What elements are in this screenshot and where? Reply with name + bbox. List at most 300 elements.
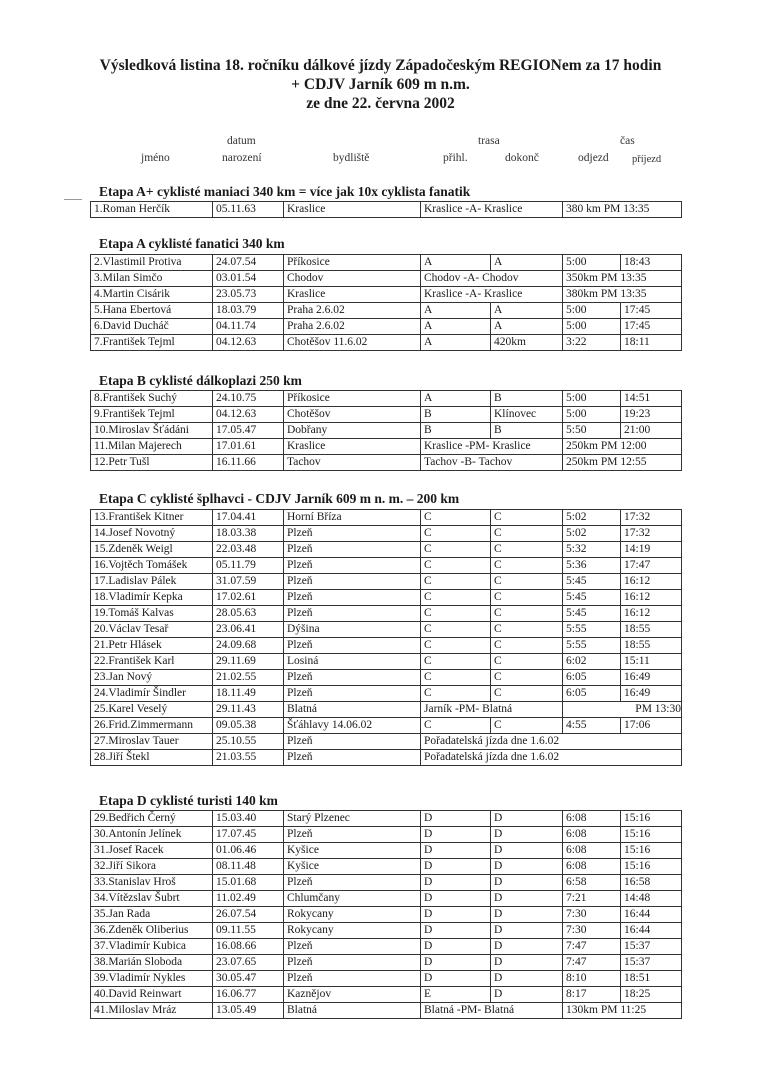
cell-born: 17.07.45 — [213, 827, 284, 843]
cell-finish: D — [491, 971, 563, 987]
cell-result: 250km PM 12:00 — [563, 439, 682, 455]
cell-born: 25.10.55 — [213, 734, 284, 750]
cell-name: 5.Hana Ebertová — [91, 303, 213, 319]
table-row — [91, 526, 682, 542]
cell-start: C — [421, 718, 491, 734]
cell-town: Plzeň — [284, 590, 421, 606]
cell-born: 26.07.54 — [213, 907, 284, 923]
cell-born: 16.08.66 — [213, 939, 284, 955]
table-row — [91, 1003, 682, 1019]
cell-town: Plzeň — [284, 606, 421, 622]
cell-start: C — [421, 638, 491, 654]
cell-finish: D — [491, 891, 563, 907]
table-row — [91, 271, 682, 287]
cell-result: 380 km PM 13:35 — [563, 202, 682, 218]
table-row — [91, 202, 682, 218]
cell-town: Kraslice — [284, 287, 421, 303]
cell-arrival: 18:55 — [621, 638, 682, 654]
cell-departure: 6:08 — [563, 827, 621, 843]
section-title: Etapa C cyklisté šplhavci - CDJV Jarník 609 m n. m. – 200 km — [99, 491, 460, 506]
cell-town: Kyšice — [284, 843, 421, 859]
results-table — [90, 254, 682, 351]
cell-town: Starý Plzenec — [284, 811, 421, 827]
cell-town: Plzeň — [284, 939, 421, 955]
cell-finish: C — [491, 638, 563, 654]
table-row — [91, 923, 682, 939]
cell-town: Chotěšov — [284, 407, 421, 423]
cell-start: D — [421, 923, 491, 939]
cell-name: 24.Vladimír Šindler — [91, 686, 213, 702]
cell-arrival: 15:16 — [621, 859, 682, 875]
cell-start: B — [421, 423, 491, 439]
cell-born: 15.03.40 — [213, 811, 284, 827]
cell-finish: C — [491, 686, 563, 702]
table-row — [91, 407, 682, 423]
cell-town: Plzeň — [284, 827, 421, 843]
cell-start: C — [421, 670, 491, 686]
cell-start: C — [421, 526, 491, 542]
cell-name: 16.Vojtěch Tomášek — [91, 558, 213, 574]
table-row — [91, 391, 682, 407]
cell-born: 21.02.55 — [213, 670, 284, 686]
cell-arrival: 14:51 — [621, 391, 682, 407]
header-datum: datum — [227, 135, 256, 147]
cell-arrival: 19:23 — [621, 407, 682, 423]
cell-name: 3.Milan Simčo — [91, 271, 213, 287]
cell-name: 31.Josef Racek — [91, 843, 213, 859]
cell-departure: 5:00 — [563, 319, 621, 335]
cell-town: Plzeň — [284, 971, 421, 987]
cell-result: PM 13:30 — [563, 702, 682, 718]
cell-note: Pořadatelská jízda dne 1.6.02 — [421, 734, 682, 750]
cell-born: 05.11.79 — [213, 558, 284, 574]
cell-arrival: 16:49 — [621, 686, 682, 702]
cell-departure: 6:08 — [563, 843, 621, 859]
cell-born: 13.05.49 — [213, 1003, 284, 1019]
cell-arrival: 16:12 — [621, 606, 682, 622]
cell-start: A — [421, 335, 491, 351]
cell-born: 16.11.66 — [213, 455, 284, 471]
cell-arrival: 18:51 — [621, 971, 682, 987]
cell-arrival: 18:25 — [621, 987, 682, 1003]
cell-town: Dobřany — [284, 423, 421, 439]
cell-finish: C — [491, 574, 563, 590]
cell-departure: 5:55 — [563, 638, 621, 654]
cell-finish: C — [491, 622, 563, 638]
table-row — [91, 255, 682, 271]
cell-finish: D — [491, 907, 563, 923]
table-row — [91, 718, 682, 734]
cell-name: 15.Zdeněk Weigl — [91, 542, 213, 558]
cell-route: Kraslice -A- Kraslice — [421, 202, 563, 218]
cell-route: Jarník -PM- Blatná — [421, 702, 563, 718]
cell-name: 33.Stanislav Hroš — [91, 875, 213, 891]
title-line-3: ze dne 22. června 2002 — [306, 95, 455, 112]
cell-start: C — [421, 654, 491, 670]
cell-born: 05.11.63 — [213, 202, 284, 218]
cell-start: B — [421, 407, 491, 423]
cell-start: D — [421, 875, 491, 891]
table-row — [91, 686, 682, 702]
table-row — [91, 590, 682, 606]
cell-name: 18.Vladimír Kepka — [91, 590, 213, 606]
cell-born: 09.11.55 — [213, 923, 284, 939]
cell-born: 16.06.77 — [213, 987, 284, 1003]
cell-name: 12.Petr Tušl — [91, 455, 213, 471]
cell-departure: 7:21 — [563, 891, 621, 907]
cell-name: 26.Frid.Zimmermann — [91, 718, 213, 734]
cell-name: 14.Josef Novotný — [91, 526, 213, 542]
cell-finish: A — [491, 303, 563, 319]
header-bydliste: bydliště — [333, 152, 370, 164]
cell-name: 4.Martin Cisárik — [91, 287, 213, 303]
header-prijezd: příjezd — [632, 154, 662, 165]
table-row — [91, 287, 682, 303]
cell-town: Plzeň — [284, 542, 421, 558]
cell-start: D — [421, 971, 491, 987]
cell-name: 34.Vítězslav Šubrt — [91, 891, 213, 907]
table-row — [91, 542, 682, 558]
cell-name: 32.Jiří Sikora — [91, 859, 213, 875]
cell-departure: 8:10 — [563, 971, 621, 987]
cell-finish: D — [491, 939, 563, 955]
cell-result: 130km PM 11:25 — [563, 1003, 682, 1019]
cell-start: C — [421, 606, 491, 622]
cell-name: 21.Petr Hlásek — [91, 638, 213, 654]
section-title: Etapa B cyklisté dálkoplazi 250 km — [99, 373, 302, 388]
cell-finish: C — [491, 606, 563, 622]
cell-departure: 5:02 — [563, 510, 621, 526]
cell-start: D — [421, 827, 491, 843]
table-row — [91, 558, 682, 574]
cell-departure: 5:32 — [563, 542, 621, 558]
cell-start: C — [421, 622, 491, 638]
cell-arrival: 14:19 — [621, 542, 682, 558]
cell-departure: 6:05 — [563, 670, 621, 686]
table-row — [91, 622, 682, 638]
title-line-2: + CDJV Jarník 609 m n.m. — [291, 76, 470, 93]
cell-finish: B — [491, 423, 563, 439]
cell-arrival: 15:16 — [621, 811, 682, 827]
cell-name: 22.František Karl — [91, 654, 213, 670]
table-row — [91, 455, 682, 471]
cell-departure: 6:08 — [563, 859, 621, 875]
cell-name: 37.Vladimír Kubica — [91, 939, 213, 955]
cell-arrival: 17:45 — [621, 319, 682, 335]
cell-town: Plzeň — [284, 750, 421, 766]
cell-arrival: 15:16 — [621, 827, 682, 843]
cell-name: 40.David Reinwart — [91, 987, 213, 1003]
header-dokonc: dokonč — [505, 152, 539, 164]
cell-name: 27.Miroslav Tauer — [91, 734, 213, 750]
cell-name: 2.Vlastimil Protiva — [91, 255, 213, 271]
cell-finish: A — [491, 255, 563, 271]
cell-finish: 420km — [491, 335, 563, 351]
table-row — [91, 335, 682, 351]
cell-finish: D — [491, 955, 563, 971]
cell-town: Kyšice — [284, 859, 421, 875]
cell-born: 17.01.61 — [213, 439, 284, 455]
cell-name: 11.Milan Majerech — [91, 439, 213, 455]
cell-born: 23.05.73 — [213, 287, 284, 303]
table-row — [91, 875, 682, 891]
cell-route: Blatná -PM- Blatná — [421, 1003, 563, 1019]
table-row — [91, 939, 682, 955]
cell-town: Příkosice — [284, 391, 421, 407]
cell-town: Plzeň — [284, 955, 421, 971]
cell-town: Šťáhlavy 14.06.02 — [284, 718, 421, 734]
cell-town: Praha 2.6.02 — [284, 319, 421, 335]
table-row — [91, 638, 682, 654]
section-title: Etapa A cyklisté fanatici 340 km — [99, 236, 285, 251]
table-row — [91, 702, 682, 718]
cell-name: 36.Zdeněk Oliberius — [91, 923, 213, 939]
results-table — [90, 509, 682, 766]
cell-start: D — [421, 843, 491, 859]
cell-note: Pořadatelská jízda dne 1.6.02 — [421, 750, 682, 766]
table-row — [91, 827, 682, 843]
cell-arrival: 15:11 — [621, 654, 682, 670]
cell-departure: 5:55 — [563, 622, 621, 638]
cell-name: 13.František Kitner — [91, 510, 213, 526]
cell-start: D — [421, 907, 491, 923]
cell-departure: 5:45 — [563, 574, 621, 590]
cell-start: A — [421, 391, 491, 407]
cell-name: 20.Václav Tesař — [91, 622, 213, 638]
cell-town: Plzeň — [284, 875, 421, 891]
cell-finish: D — [491, 987, 563, 1003]
header-odjezd: odjezd — [578, 152, 609, 164]
cell-finish: D — [491, 875, 563, 891]
cell-born: 04.12.63 — [213, 407, 284, 423]
cell-arrival: 15:37 — [621, 939, 682, 955]
cell-name: 1.Roman Herčík — [91, 202, 213, 218]
cell-born: 22.03.48 — [213, 542, 284, 558]
cell-arrival: 21:00 — [621, 423, 682, 439]
cell-name: 30.Antonín Jelínek — [91, 827, 213, 843]
cell-town: Tachov — [284, 455, 421, 471]
cell-start: A — [421, 303, 491, 319]
cell-departure: 5:45 — [563, 590, 621, 606]
section-title: Etapa D cyklisté turisti 140 km — [99, 793, 278, 808]
cell-born: 18.03.38 — [213, 526, 284, 542]
cell-town: Chlumčany — [284, 891, 421, 907]
cell-town: Plzeň — [284, 558, 421, 574]
cell-arrival: 16:58 — [621, 875, 682, 891]
cell-born: 28.05.63 — [213, 606, 284, 622]
cell-born: 23.07.65 — [213, 955, 284, 971]
cell-town: Plzeň — [284, 734, 421, 750]
header-jmeno: jméno — [141, 152, 170, 164]
cell-arrival: 16:44 — [621, 907, 682, 923]
cell-start: A — [421, 319, 491, 335]
cell-town: Příkosice — [284, 255, 421, 271]
table-row — [91, 907, 682, 923]
table-row — [91, 859, 682, 875]
cell-finish: C — [491, 510, 563, 526]
cell-born: 09.05.38 — [213, 718, 284, 734]
cell-finish: C — [491, 670, 563, 686]
cell-town: Plzeň — [284, 670, 421, 686]
cell-finish: D — [491, 923, 563, 939]
cell-start: A — [421, 255, 491, 271]
cell-born: 29.11.43 — [213, 702, 284, 718]
cell-departure: 5:45 — [563, 606, 621, 622]
cell-born: 18.03.79 — [213, 303, 284, 319]
cell-born: 17.02.61 — [213, 590, 284, 606]
cell-name: 41.Miloslav Mráz — [91, 1003, 213, 1019]
table-row — [91, 987, 682, 1003]
cell-start: D — [421, 955, 491, 971]
document-title — [40, 56, 721, 113]
cell-town: Rokycany — [284, 923, 421, 939]
cell-result: 250km PM 12:55 — [563, 455, 682, 471]
table-row — [91, 750, 682, 766]
cell-finish: C — [491, 590, 563, 606]
cell-town: Plzeň — [284, 686, 421, 702]
cell-born: 03.01.54 — [213, 271, 284, 287]
cell-finish: D — [491, 843, 563, 859]
cell-arrival: 17:47 — [621, 558, 682, 574]
section-title: Etapa A+ cyklisté maniaci 340 km = více jak 10x cyklista fanatik — [99, 184, 471, 199]
cell-arrival: 17:45 — [621, 303, 682, 319]
table-row — [91, 319, 682, 335]
cell-result: 350km PM 13:35 — [563, 271, 682, 287]
table-row — [91, 955, 682, 971]
cell-start: C — [421, 574, 491, 590]
cell-arrival: 16:49 — [621, 670, 682, 686]
table-row — [91, 734, 682, 750]
cell-departure: 8:17 — [563, 987, 621, 1003]
cell-name: 9.František Tejml — [91, 407, 213, 423]
results-table — [90, 810, 682, 1019]
cell-town: Kraslice — [284, 439, 421, 455]
cell-born: 29.11.69 — [213, 654, 284, 670]
table-row — [91, 303, 682, 319]
cell-result: 380km PM 13:35 — [563, 287, 682, 303]
cell-arrival: 17:06 — [621, 718, 682, 734]
cell-born: 23.06.41 — [213, 622, 284, 638]
cell-departure: 7:47 — [563, 939, 621, 955]
cell-finish: C — [491, 654, 563, 670]
cell-town: Praha 2.6.02 — [284, 303, 421, 319]
table-row — [91, 654, 682, 670]
results-table — [90, 201, 682, 218]
cell-born: 08.11.48 — [213, 859, 284, 875]
cell-born: 24.09.68 — [213, 638, 284, 654]
cell-name: 6.David Ducháč — [91, 319, 213, 335]
cell-finish: D — [491, 811, 563, 827]
cell-departure: 5:00 — [563, 391, 621, 407]
cell-finish: C — [491, 542, 563, 558]
cell-town: Blatná — [284, 1003, 421, 1019]
cell-arrival: 16:12 — [621, 590, 682, 606]
table-row — [91, 423, 682, 439]
cell-name: 17.Ladislav Pálek — [91, 574, 213, 590]
cell-arrival: 17:32 — [621, 510, 682, 526]
cell-town: Chodov — [284, 271, 421, 287]
results-table — [90, 390, 682, 471]
cell-start: C — [421, 686, 491, 702]
title-line-1: Výsledková listina 18. ročníku dálkové jízdy Západočeským REGIONem za 17 hodin — [99, 57, 662, 74]
cell-born: 04.11.74 — [213, 319, 284, 335]
cell-arrival: 18:43 — [621, 255, 682, 271]
cell-born: 17.05.47 — [213, 423, 284, 439]
cell-route: Chodov -A- Chodov — [421, 271, 563, 287]
cell-arrival: 14:48 — [621, 891, 682, 907]
cell-arrival: 17:32 — [621, 526, 682, 542]
cell-name: 8.František Suchý — [91, 391, 213, 407]
cell-departure: 5:00 — [563, 255, 621, 271]
cell-town: Chotěšov 11.6.02 — [284, 335, 421, 351]
cell-town: Blatná — [284, 702, 421, 718]
cell-start: C — [421, 542, 491, 558]
cell-town: Rokycany — [284, 907, 421, 923]
cell-start: C — [421, 590, 491, 606]
cell-finish: C — [491, 558, 563, 574]
cell-born: 30.05.47 — [213, 971, 284, 987]
cell-start: C — [421, 510, 491, 526]
cell-name: 25.Karel Veselý — [91, 702, 213, 718]
cell-finish: Klínovec — [491, 407, 563, 423]
cell-name: 35.Jan Rada — [91, 907, 213, 923]
table-row — [91, 574, 682, 590]
cell-born: 11.02.49 — [213, 891, 284, 907]
cell-route: Tachov -B- Tachov — [421, 455, 563, 471]
cell-town: Horní Bříza — [284, 510, 421, 526]
cell-name: 28.Jiří Štekl — [91, 750, 213, 766]
table-row — [91, 891, 682, 907]
cell-arrival: 16:44 — [621, 923, 682, 939]
cell-route: Kraslice -A- Kraslice — [421, 287, 563, 303]
cell-departure: 5:00 — [563, 407, 621, 423]
margin-dash — [64, 199, 82, 200]
cell-born: 24.07.54 — [213, 255, 284, 271]
cell-arrival: 18:55 — [621, 622, 682, 638]
table-row — [91, 843, 682, 859]
cell-name: 29.Bedřich Černý — [91, 811, 213, 827]
cell-name: 23.Jan Nový — [91, 670, 213, 686]
cell-town: Plzeň — [284, 574, 421, 590]
cell-departure: 6:58 — [563, 875, 621, 891]
cell-finish: D — [491, 827, 563, 843]
cell-born: 01.06.46 — [213, 843, 284, 859]
cell-name: 38.Marián Sloboda — [91, 955, 213, 971]
cell-arrival: 18:11 — [621, 335, 682, 351]
cell-born: 15.01.68 — [213, 875, 284, 891]
table-row — [91, 439, 682, 455]
table-row — [91, 606, 682, 622]
cell-departure: 5:00 — [563, 303, 621, 319]
header-prihl: přihl. — [443, 152, 468, 164]
cell-departure: 5:02 — [563, 526, 621, 542]
cell-route: Kraslice -PM- Kraslice — [421, 439, 563, 455]
cell-departure: 6:02 — [563, 654, 621, 670]
cell-arrival: 15:37 — [621, 955, 682, 971]
cell-town: Kaznějov — [284, 987, 421, 1003]
table-row — [91, 811, 682, 827]
cell-start: D — [421, 859, 491, 875]
cell-departure: 7:30 — [563, 907, 621, 923]
cell-departure: 6:08 — [563, 811, 621, 827]
cell-born: 31.07.59 — [213, 574, 284, 590]
table-row — [91, 670, 682, 686]
header-narozeni: narození — [222, 152, 262, 164]
cell-finish: C — [491, 526, 563, 542]
cell-town: Plzeň — [284, 638, 421, 654]
cell-arrival: 16:12 — [621, 574, 682, 590]
header-cas: čas — [620, 135, 635, 147]
